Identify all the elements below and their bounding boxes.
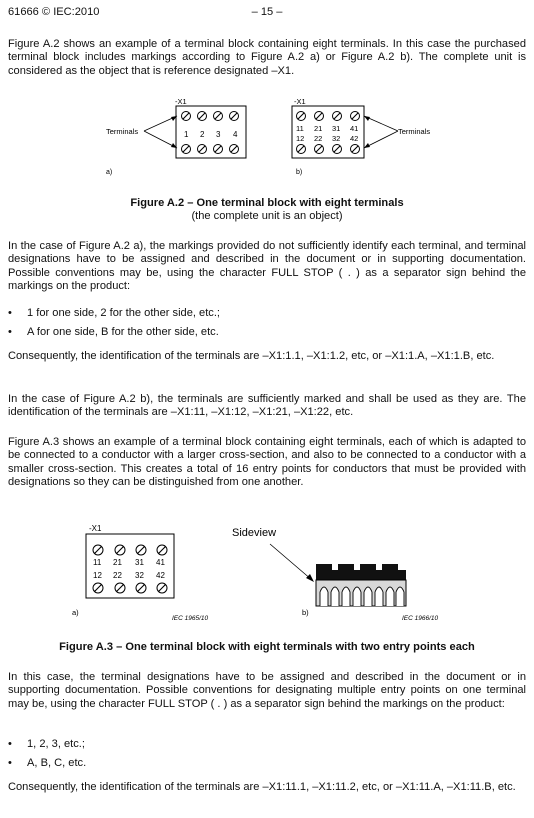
a2a-tag: a) xyxy=(106,169,113,176)
screw-icon xyxy=(198,145,207,154)
screw-icon xyxy=(333,145,342,154)
a3a-reference-label: -X1 xyxy=(89,524,102,533)
a2b-reference-label: -X1 xyxy=(294,97,306,106)
terminal-sideview-a3b xyxy=(232,527,439,622)
screw-head xyxy=(316,564,332,570)
paragraph-intro-a2: Figure A.2 shows an example of a terminal block containing eight terminals. In this case the purchased terminal block includes markings according to Figure A.2 a) or Figure A.2 b). The complete unit is considered as the object that is reference designated –X1. xyxy=(8,38,526,77)
figure-a2-title: Figure A.2 – One terminal block with eight terminals xyxy=(130,197,404,209)
bullet-marker: • xyxy=(8,326,12,338)
bullet-marker: • xyxy=(8,738,12,750)
entry-point xyxy=(386,587,394,606)
screw-icon xyxy=(214,112,223,121)
bullet-marker: • xyxy=(8,307,12,319)
a3b-tag: b) xyxy=(302,608,309,617)
terminal-block-a3a xyxy=(72,524,209,622)
screw-icon xyxy=(351,145,360,154)
figure-a2-caption xyxy=(0,197,534,224)
a2b-number-41: 41 xyxy=(350,124,359,133)
a2a-number-3: 3 xyxy=(216,130,221,139)
screw-icon xyxy=(230,112,239,121)
entry-point xyxy=(331,587,339,606)
screw-icon xyxy=(93,545,103,555)
paragraph-intro-a3: Figure A.3 shows an example of a terminal block containing eight terminals, each of which is adapted to be connected to a conductor with a larger cross-section, and also to be connected to a conductor with a smaller cross-section. This creates a total of 16 entry points for conductors that must be provided with designations so they can be distinguished from one another. xyxy=(8,436,526,489)
screw-icon xyxy=(315,112,324,121)
a2b-number-22: 22 xyxy=(314,134,323,143)
figure-a3-caption xyxy=(0,641,534,654)
screw-icon xyxy=(297,145,306,154)
a3a-number-41: 41 xyxy=(156,558,165,567)
a2b-number-32: 32 xyxy=(332,134,341,143)
a2b-tag: b) xyxy=(296,169,303,176)
figure-a2-drawing xyxy=(0,92,534,182)
screw-icon xyxy=(115,545,125,555)
terminal-block-a2b xyxy=(292,97,430,176)
a2a-reference-label: -X1 xyxy=(175,97,187,106)
screw-icon xyxy=(136,583,146,593)
screw-icon xyxy=(157,583,167,593)
screw-icon xyxy=(115,583,125,593)
a3b-sideview-label: Sideview xyxy=(232,527,277,539)
paragraph-a2b-identification: In the case of Figure A.2 b), the terminals are sufficiently marked and shall be used as they are. The identification of the terminals are –X1:11, –X1:12, –X1:21, –X1:22, etc. xyxy=(8,393,526,419)
screw-icon xyxy=(351,112,360,121)
entry-point xyxy=(353,587,361,606)
bullet-marker: • xyxy=(8,757,12,769)
a2a-number-2: 2 xyxy=(200,130,205,139)
screw-icon xyxy=(214,145,223,154)
a2b-number-11: 11 xyxy=(296,124,304,133)
screw-icon xyxy=(230,145,239,154)
document-id: 61666 © IEC:2010 xyxy=(8,6,100,18)
screw-icon xyxy=(136,545,146,555)
page-number: – 15 – xyxy=(251,6,283,18)
screw-icon xyxy=(182,145,191,154)
paragraph-a2a-identification: Consequently, the identification of the terminals are –X1:1.1, –X1:1.2, etc, or –X1:1.A, –X1:1.B, etc. xyxy=(8,350,495,362)
paragraph-a3-identification: Consequently, the identification of the terminals are –X1:11.1, –X1:11.2, etc, or –X1:11.A, –X1:11.B, etc. xyxy=(8,781,516,793)
a2b-number-12: 12 xyxy=(296,134,305,143)
a2a-number-4: 4 xyxy=(233,130,238,139)
screw-icon xyxy=(297,112,306,121)
figure-a3-title: Figure A.3 – One terminal block with eight terminals with two entry points each xyxy=(59,641,475,653)
screw-icon xyxy=(93,583,103,593)
a3a-number-31: 31 xyxy=(135,558,144,567)
screw-icon xyxy=(157,545,167,555)
a3a-tag: a) xyxy=(72,608,79,617)
a2a-terminals-label: Terminals xyxy=(106,127,139,136)
figure-a2-subtitle: (the complete unit is an object) xyxy=(191,210,343,223)
a2b-number-31: 31 xyxy=(332,124,341,133)
screw-head xyxy=(360,564,376,570)
paragraph-a2a-conventions: In the case of Figure A.2 a), the markings provided do not sufficiently identify each terminal, and terminal designations have to be assigned and described in the document or in supporting documentation. Possible conventions may be, using the character FULL STOP ( . ) as a separator sign behind the markings on the product: xyxy=(8,240,526,293)
a3a-number-12: 12 xyxy=(93,571,102,580)
a2b-number-42: 42 xyxy=(350,134,359,143)
screw-icon xyxy=(198,112,207,121)
screw-icon xyxy=(315,145,324,154)
list-item-text: 1, 2, 3, etc.; xyxy=(27,738,85,750)
a3a-number-22: 22 xyxy=(113,571,122,580)
entry-point xyxy=(342,587,350,606)
a3b-iec-code: IEC 1966/10 xyxy=(402,615,439,622)
list-item-text: A, B, C, etc. xyxy=(27,757,87,769)
terminal-block-a2a xyxy=(106,97,246,176)
a2a-number-1: 1 xyxy=(184,130,189,139)
a3a-iec-code: IEC 1965/10 xyxy=(172,615,209,622)
list-item-text: A for one side, B for the other side, etc. xyxy=(27,326,219,338)
list-item-text: 1 for one side, 2 for the other side, etc.; xyxy=(27,307,221,319)
a3a-number-32: 32 xyxy=(135,571,144,580)
a2b-terminals-label: Terminals xyxy=(398,127,431,136)
screw-head xyxy=(338,564,354,570)
a3a-number-42: 42 xyxy=(156,571,165,580)
a3a-number-11: 11 xyxy=(93,558,102,567)
entry-point xyxy=(364,587,372,606)
a2b-number-21: 21 xyxy=(314,124,323,133)
entry-point xyxy=(375,587,383,606)
screw-head xyxy=(382,564,398,570)
entry-point xyxy=(320,587,328,606)
figure-a3-drawing xyxy=(0,520,534,630)
entry-point xyxy=(396,587,404,606)
screw-icon xyxy=(182,112,191,121)
paragraph-a3-conventions: In this case, the terminal designations have to be assigned and described in the document or in supporting documentation. Possible conventions for designating multiple entry points on one terminal may be, using the character FULL STOP ( . ) as a separator sign behind the markings on the product: xyxy=(8,671,526,710)
screw-icon xyxy=(333,112,342,121)
a3a-number-21: 21 xyxy=(113,558,122,567)
